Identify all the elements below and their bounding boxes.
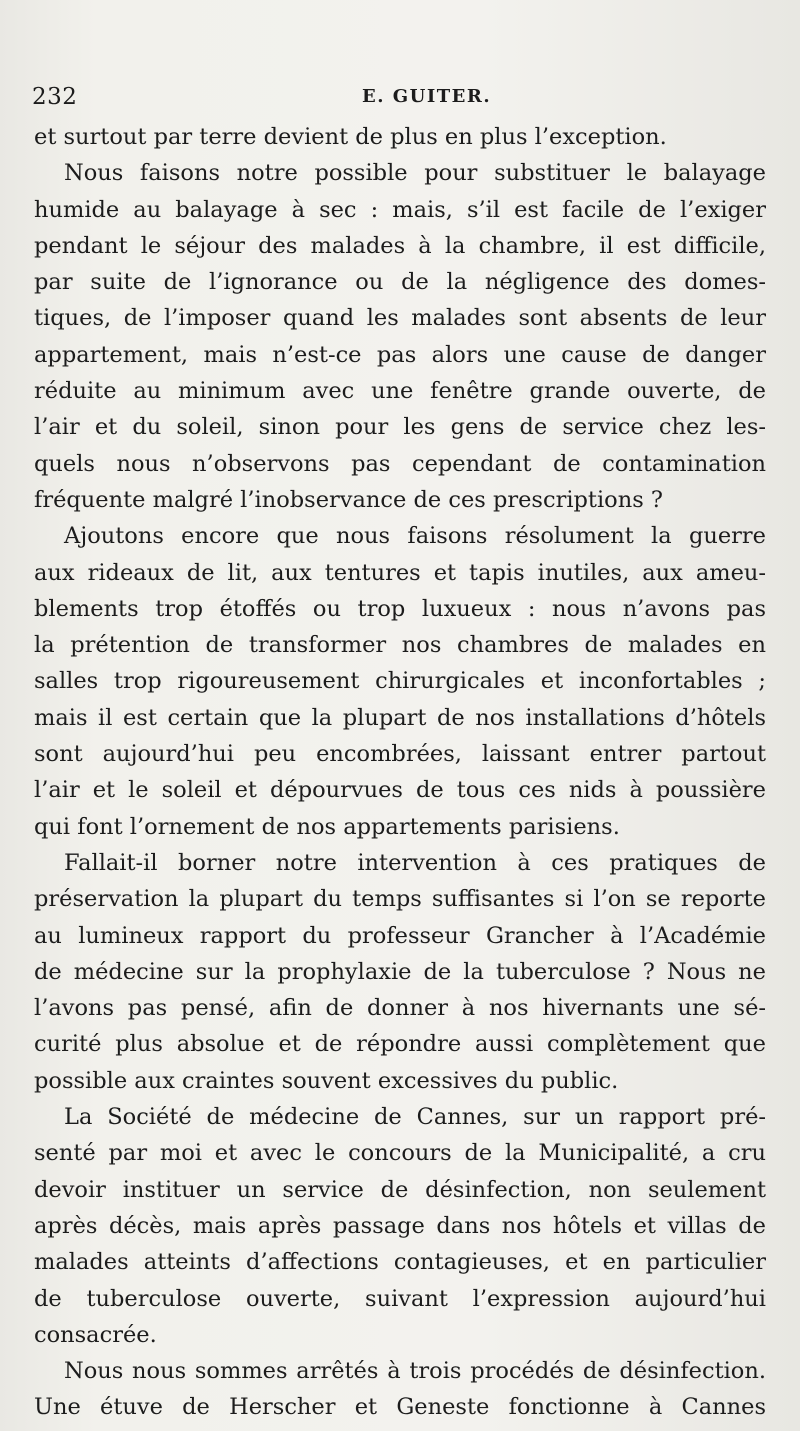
text-line: Ajoutons encore que nous faisons résolument la guerre <box>64 523 766 550</box>
text-line: de tuberculose ouverte, suivant l’expression aujourd’hui <box>34 1285 766 1312</box>
text-line: mais il est certain que la plupart de nos installations d’hôtels <box>34 704 766 731</box>
text-line: possible aux craintes souvent excessives du public. <box>34 1067 619 1094</box>
text-line: tiques, de l’imposer quand les malades sont absents de leur <box>34 305 766 332</box>
text-line: Une étuve de Herscher et Geneste fonctionne à Cannes <box>34 1394 766 1421</box>
text-line: et surtout par terre devient de plus en plus l’exception. <box>34 124 667 150</box>
text-line: par suite de l’ignorance ou de la négligence des domes- <box>34 269 766 296</box>
text-line: Nous nous sommes arrêtés à trois procédés de désinfection. <box>64 1358 766 1385</box>
text-line: consacrée. <box>34 1321 157 1348</box>
text-line: senté par moi et avec le concours de la Municipalité, a cru <box>34 1140 766 1167</box>
text-line: Fallait-il borner notre intervention à ces pratiques de <box>64 849 766 876</box>
text-line: après décès, mais après passage dans nos hôtels et villas de <box>34 1212 766 1239</box>
text-line: fréquente malgré l’inobservance de ces prescriptions ? <box>34 486 663 513</box>
text-line: pendant le séjour des malades à la chambre, il est difficile, <box>34 232 766 259</box>
text-line: de médecine sur la prophylaxie de la tuberculose ? Nous ne <box>34 958 766 985</box>
text-line: humide au balayage à sec : mais, s’il est facile de l’exiger <box>34 196 766 223</box>
text-line: sont aujourd’hui peu encombrées, laissant entrer partout <box>34 741 766 768</box>
text-line: l’air et le soleil et dépourvues de tous ces nids à poussière <box>34 777 766 804</box>
text-line: appartement, mais n’est-ce pas alors une cause de danger <box>34 341 766 368</box>
text-line: quels nous n’observons pas cependant de contamination <box>34 450 766 477</box>
text-line: l’avons pas pensé, afin de donner à nos hivernants une sé- <box>34 995 766 1022</box>
page-number: 232 <box>32 84 78 110</box>
text-line: la prétention de transformer nos chambres de malades en <box>34 632 766 659</box>
text-line: Nous faisons notre possible pour substituer le balayage <box>64 160 766 187</box>
text-line: devoir instituer un service de désinfection, non seulement <box>34 1176 766 1203</box>
text-line: au lumineux rapport du professeur Grancher à l’Académie <box>34 922 766 949</box>
text-line: curité plus absolue et de répondre aussi complètement que <box>34 1031 766 1058</box>
text-line: préservation la plupart du temps suffisantes si l’on se reporte <box>34 886 766 913</box>
text-line: qui font l’ornement de nos appartements parisiens. <box>34 813 620 840</box>
text-line: l’air et du soleil, sinon pour les gens de service chez les- <box>34 414 766 441</box>
running-head: E. GUITER. <box>362 86 492 107</box>
text-line: aux rideaux de lit, aux tentures et tapis inutiles, aux ameu- <box>34 559 766 586</box>
page-header <box>32 84 762 114</box>
text-line: La Société de médecine de Cannes, sur un rapport pré- <box>64 1104 766 1131</box>
text-line: salles trop rigoureusement chirurgicales et inconfortables ; <box>34 668 766 695</box>
text-line: réduite au minimum avec une fenêtre grande ouverte, de <box>34 378 766 405</box>
text-line: malades atteints d’affections contagieuses, et en particulier <box>34 1249 766 1276</box>
text-line: blements trop étoffés ou trop luxueux : nous n’avons pas <box>34 595 766 622</box>
body-text <box>34 119 766 1426</box>
